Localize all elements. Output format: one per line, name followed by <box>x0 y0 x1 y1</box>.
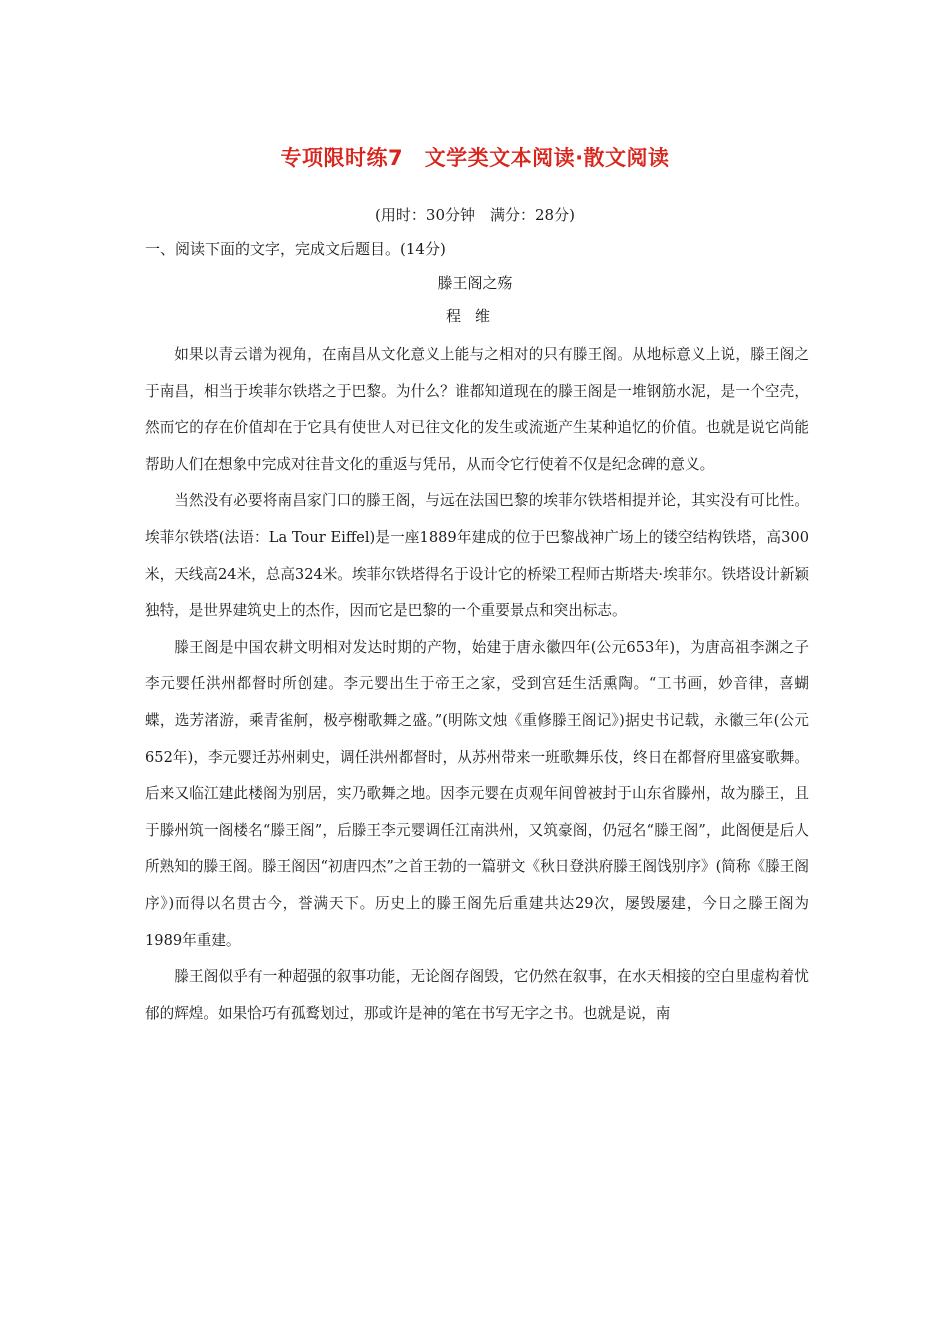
essay-paragraph: 滕王阁是中国农耕文明相对发达时期的产物，始建于唐永徽四年(公元653年)，为唐高祖李渊之子李元婴任洪州都督时所创建。李元婴出生于帝王之家，受到宫廷生活熏陶。“工书画，妙音律，喜蝴蝶，选芳渚游，乘青雀舸，极亭榭歌舞之盛。”(明陈文烛《重修滕王阁记》)据史书记载，永徽三年(公元652年)，李元婴迁苏州刺史，调任洪州都督时，从苏州带来一班歌舞乐伎，终日在都督府里盛宴歌舞。后来又临江建此楼阁为别居，实乃歌舞之地。因李元婴在贞观年间曾被封于山东省滕州，故为滕王，且于滕州筑一阁楼名“滕王阁”，后滕王李元婴调任江南洪州，又筑豪阁，仍冠名“滕王阁”，此阁便是后人所熟知的滕王阁。滕王阁因“初唐四杰”之首王勃的一篇骈文《秋日登洪府滕王阁饯别序》(简称《滕王阁序》)而得以名贯古今，誉满天下。历史上的滕王阁先后重建共达29次，屡毁屡建，今日之滕王阁为1989年重建。 <box>145 638 809 949</box>
time-and-score-info: (用时：30分钟 满分：28分) <box>375 206 575 224</box>
essay-paragraph: 当然没有必要将南昌家门口的滕王阁，与远在法国巴黎的埃菲尔铁塔相提并论，其实没有可比性。埃菲尔铁塔(法语：La Tour Eiffel)是一座1889年建成的位于巴黎战神广场上的镂空结构铁塔，高300米，天线高24米，总高324米。埃菲尔铁塔得名于设计它的桥梁工程师古斯塔夫·埃菲尔。铁塔设计新颖独特，是世界建筑史上的杰作，因而它是巴黎的一个重要景点和突出标志。 <box>145 492 810 620</box>
essay-paragraph: 滕王阁似乎有一种超强的叙事功能，无论阁存阁毁，它仍然在叙事，在水天相接的空白里虚构着忧郁的辉煌。如果恰巧有孤鹜划过，那或许是神的笔在书写无字之书。也就是说，南 <box>145 968 809 1022</box>
page-title: 专项限时练7 文学类文本阅读·散文阅读 <box>280 146 670 170</box>
essay-paragraph: 如果以青云谱为视角，在南昌从文化意义上能与之相对的只有滕王阁。从地标意义上说，滕王阁之于南昌，相当于埃菲尔铁塔之于巴黎。为什么？谁都知道现在的滕王阁是一堆钢筋水泥，是一个空壳，然而它的存在价值却在于它具有使世人对已往文化的发生或流逝产生某种追忆的价值。也就是说它尚能帮助人们在想象中完成对往昔文化的重返与凭吊，从而令它行使着不仅是纪念碑的意义。 <box>145 346 809 473</box>
essay-title: 滕王阁之殇 <box>437 274 513 292</box>
essay-author: 程维 <box>445 307 504 325</box>
essay-body <box>145 337 809 1032</box>
section-instruction: 一、阅读下面的文字，完成文后题目。(14分) <box>145 240 446 258</box>
